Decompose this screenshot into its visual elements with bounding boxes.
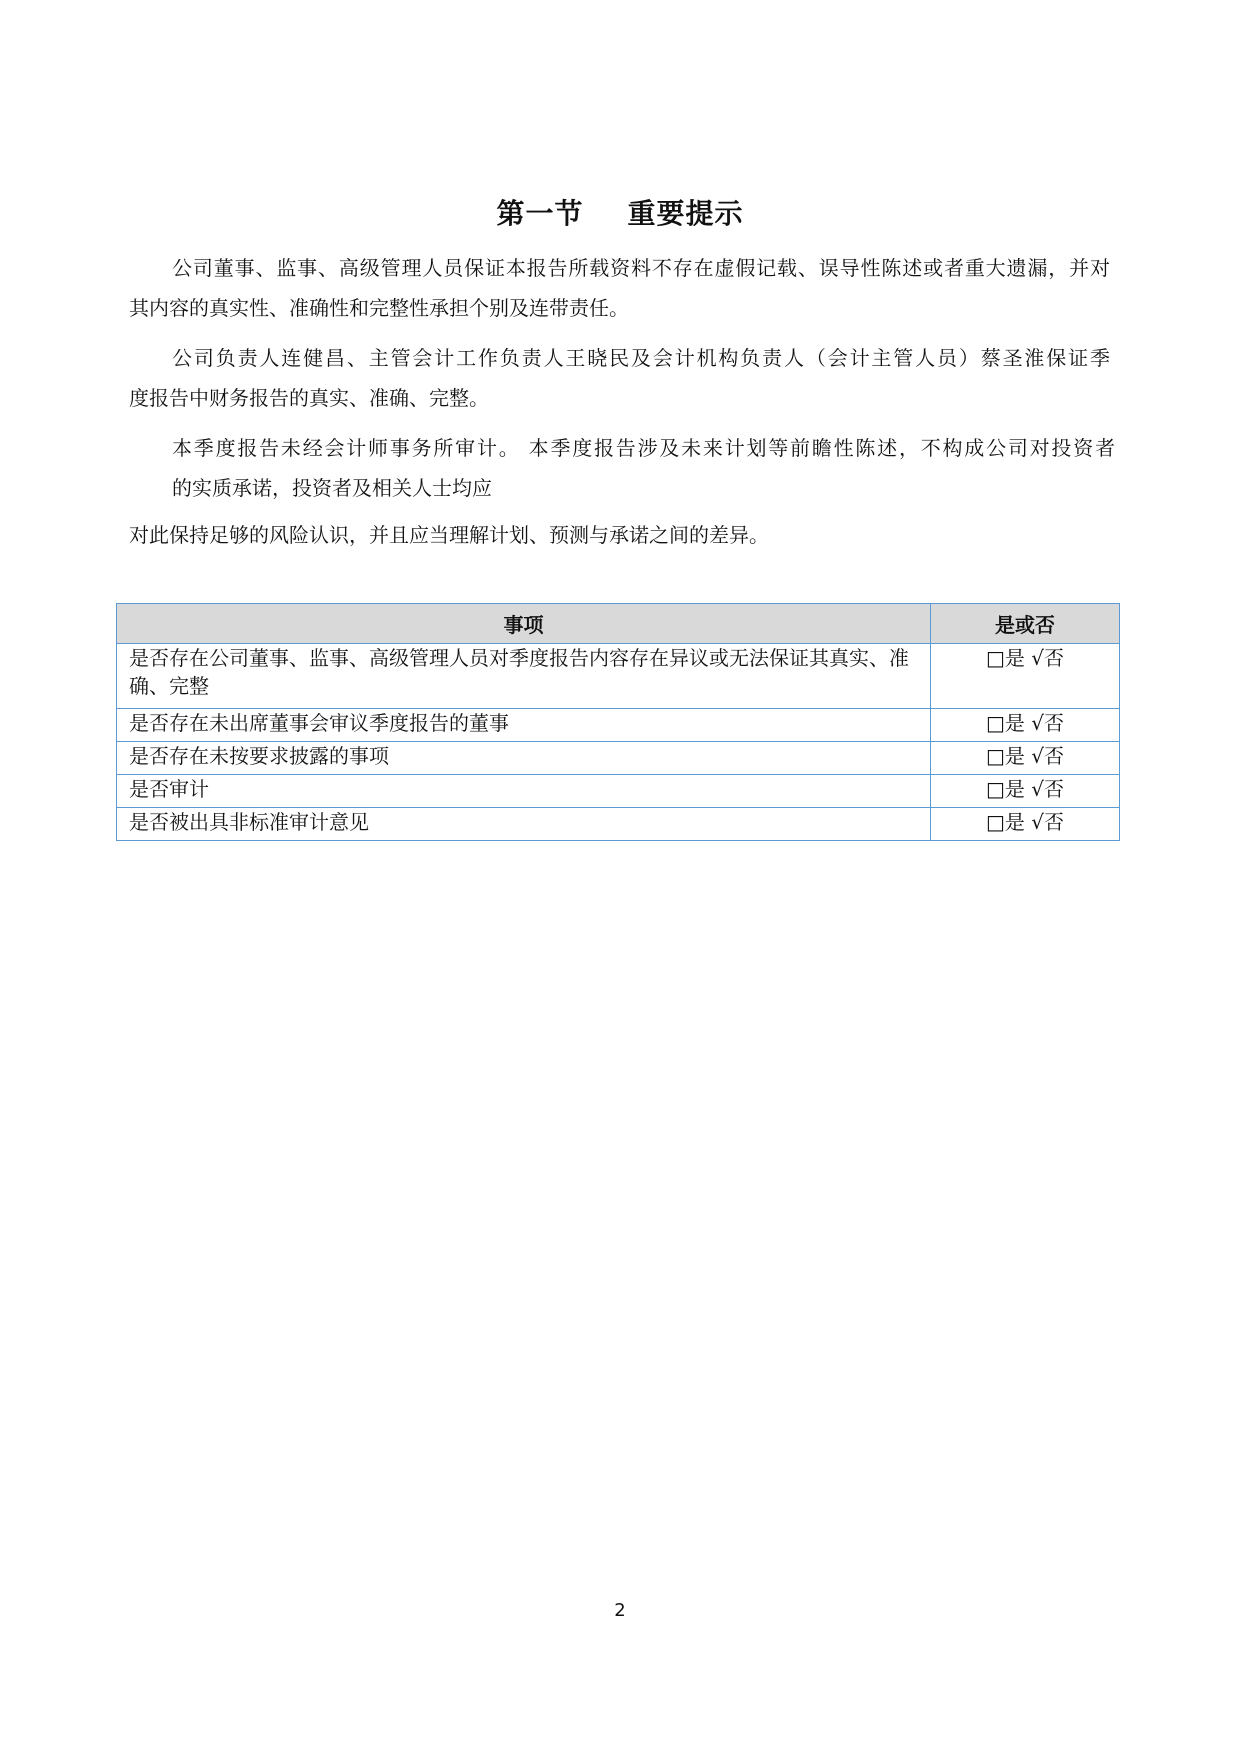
section-title: 重要提示 <box>627 197 744 230</box>
table-row <box>117 709 1120 742</box>
row-answer: □是 √否 <box>931 709 1120 742</box>
row-item: 是否存在公司董事、监事、高级管理人员对季度报告内容存在异议或无法保证其真实、准确、完整 <box>117 644 931 709</box>
row-item: 是否存在未按要求披露的事项 <box>117 742 931 775</box>
section-heading <box>0 192 1240 232</box>
row-answer: □是 √否 <box>931 742 1120 775</box>
header-item: 事项 <box>117 604 931 644</box>
table-row <box>117 644 1120 709</box>
row-answer: □是 √否 <box>931 808 1120 841</box>
paragraph-line: 公司负责人连健昌、主管会计工作负责人王晓民及会计机构负责人（会计主管人员）蔡圣淮保证季 <box>172 346 1110 370</box>
table-row <box>117 808 1120 841</box>
header-answer: 是或否 <box>931 604 1120 644</box>
row-answer: □是 √否 <box>931 775 1120 808</box>
paragraph-line: 度报告中财务报告的真实、准确、完整。 <box>129 386 489 410</box>
disclosure-table <box>116 603 1120 841</box>
paragraph-line: 公司董事、监事、高级管理人员保证本报告所载资料不存在虚假记载、误导性陈述或者重大遗漏，并对 <box>172 256 1110 280</box>
row-answer: □是 √否 <box>931 644 1120 709</box>
paragraph-line: 本季度报告未经会计师事务所审计。 本季度报告涉及未来计划等前瞻性陈述，不构成公司对投资者 <box>172 436 1115 460</box>
row-item: 是否被出具非标准审计意见 <box>117 808 931 841</box>
row-item: 是否审计 <box>117 775 931 808</box>
paragraph-line: 其内容的真实性、准确性和完整性承担个别及连带责任。 <box>129 296 629 320</box>
table-row <box>117 775 1120 808</box>
page-number: 2 <box>614 1600 626 1621</box>
section-number: 第一节 <box>496 197 584 230</box>
paragraph-line: 对此保持足够的风险认识，并且应当理解计划、预测与承诺之间的差异。 <box>129 523 769 547</box>
row-item: 是否存在未出席董事会审议季度报告的董事 <box>117 709 931 742</box>
table-header-row <box>117 604 1120 644</box>
paragraph-line: 的实质承诺，投资者及相关人士均应 <box>172 476 492 500</box>
table-row <box>117 742 1120 775</box>
